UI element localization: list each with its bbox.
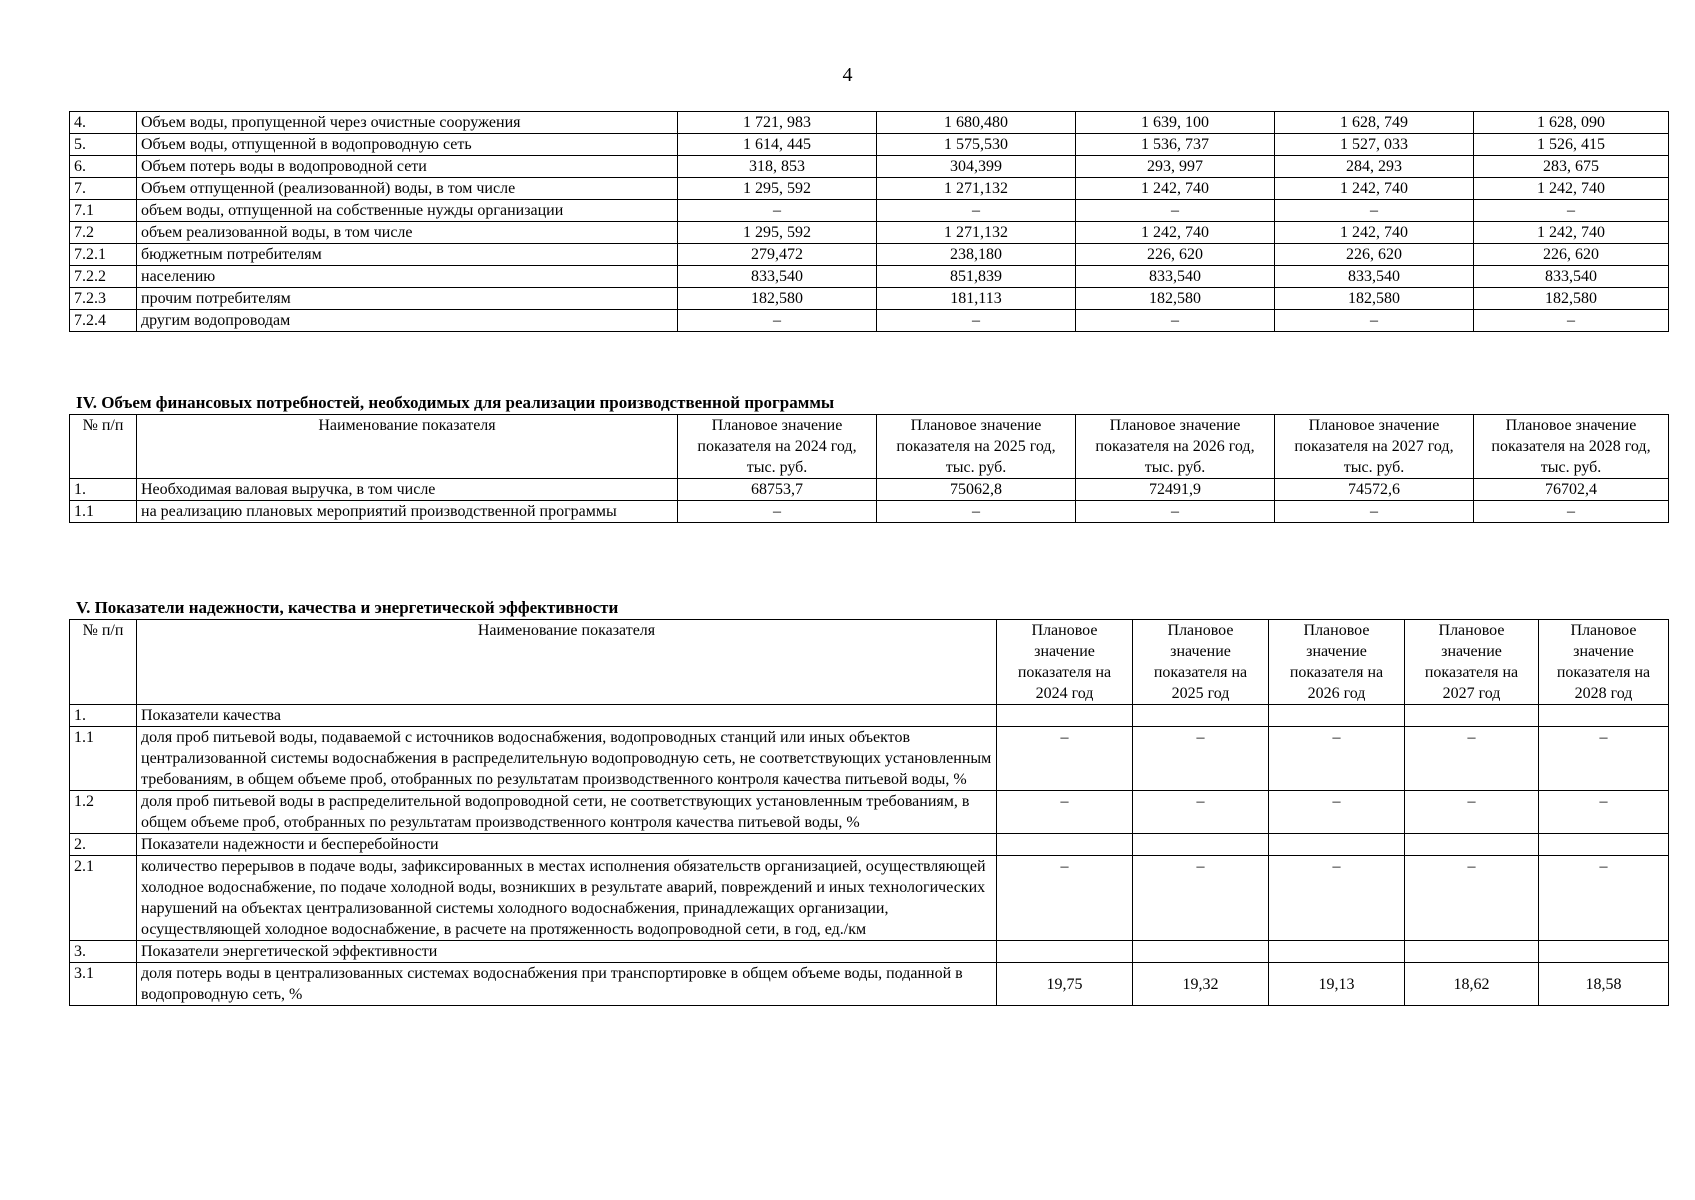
value-2025: 238,180 [877,244,1076,266]
table-row [70,156,1669,178]
value-2028: 18,58 [1539,963,1669,1006]
row-number: 2. [70,834,137,856]
value-2024 [997,705,1133,727]
value-2025 [1133,834,1269,856]
value-2024: – [678,310,877,332]
page-number: 4 [842,64,853,86]
value-2028: 1 242, 740 [1474,222,1669,244]
value-2027: 182,580 [1275,288,1474,310]
value-2027: – [1275,501,1474,523]
row-name: количество перерывов в подаче воды, зафиксированных в местах исполнения обязательств организацией, осуществляющей холодное водоснабжение, по подаче холодной воды, возникших в результате аварий, повреждений и иных технологических нарушений на объектах централизованной системы холодного водоснабжения, принадлежащих организации, осуществляющей холодное водоснабжение, в расчете на протяженность водопроводной сети, в год, ед./км [137,856,997,941]
value-2026: – [1076,501,1275,523]
table-row [70,288,1669,310]
table-header-row [70,415,1669,479]
value-2026: – [1269,727,1405,791]
value-2026: 1 639, 100 [1076,112,1275,134]
row-number: 2.1 [70,856,137,941]
value-2026: 1 536, 737 [1076,134,1275,156]
row-number: 1. [70,479,137,501]
value-2028: – [1539,791,1669,834]
row-number: 4. [70,112,137,134]
row-name: Объем отпущенной (реализованной) воды, в том числе [137,178,678,200]
row-name: на реализацию плановых мероприятий производственной программы [137,501,678,523]
value-2026: 1 242, 740 [1076,222,1275,244]
table-row [70,479,1669,501]
value-2024: 19,75 [997,963,1133,1006]
value-2025: 304,399 [877,156,1076,178]
table-row [70,200,1669,222]
row-number: 1. [70,705,137,727]
value-2027: 1 242, 740 [1275,222,1474,244]
value-2028: 283, 675 [1474,156,1669,178]
table-row [70,266,1669,288]
table-row [70,791,1669,834]
row-name: Показатели надежности и бесперебойности [137,834,997,856]
value-2025: 75062,8 [877,479,1076,501]
value-2025: 851,839 [877,266,1076,288]
value-2024: – [997,791,1133,834]
row-number: 7. [70,178,137,200]
value-2024: – [997,727,1133,791]
financial-needs-table [69,414,1669,523]
table-row [70,705,1669,727]
value-2025: – [877,200,1076,222]
row-number: 5. [70,134,137,156]
value-2025: 1 271,132 [877,178,1076,200]
value-2026: – [1076,200,1275,222]
value-2026 [1269,705,1405,727]
col-header-2024: Плановое значение показателя на 2024 год [997,620,1133,705]
value-2025: – [877,501,1076,523]
col-header-name: Наименование показателя [137,620,997,705]
value-2024: 182,580 [678,288,877,310]
value-2025: – [877,310,1076,332]
row-number: 7.2.4 [70,310,137,332]
table-row [70,178,1669,200]
value-2024: 1 614, 445 [678,134,877,156]
row-number: 7.2 [70,222,137,244]
section-5-title: V. Показатели надежности, качества и энергетической эффективности [76,598,619,617]
col-header-2027: Плановое значение показателя на 2027 год [1405,620,1539,705]
table-row [70,963,1669,1006]
reliability-quality-table [69,619,1669,1006]
value-2024: 318, 853 [678,156,877,178]
row-name: объем воды, отпущенной на собственные нужды организации [137,200,678,222]
col-header-2024: Плановое значение показателя на 2024 год, тыс. руб. [678,415,877,479]
row-number: 1.2 [70,791,137,834]
row-name: Объем потерь воды в водопроводной сети [137,156,678,178]
row-number: 3.1 [70,963,137,1006]
value-2027: 18,62 [1405,963,1539,1006]
row-name: объем реализованной воды, в том числе [137,222,678,244]
value-2026 [1269,834,1405,856]
col-header-2026: Плановое значение показателя на 2026 год, тыс. руб. [1076,415,1275,479]
value-2024: 833,540 [678,266,877,288]
value-2028: 226, 620 [1474,244,1669,266]
value-2026: – [1269,856,1405,941]
row-number: 3. [70,941,137,963]
value-2025: 19,32 [1133,963,1269,1006]
value-2025: – [1133,791,1269,834]
value-2024: 279,472 [678,244,877,266]
value-2026: 226, 620 [1076,244,1275,266]
row-name: Объем воды, пропущенной через очистные сооружения [137,112,678,134]
table-row [70,244,1669,266]
value-2027: 833,540 [1275,266,1474,288]
col-header-2027: Плановое значение показателя на 2027 год, тыс. руб. [1275,415,1474,479]
table-header-row [70,620,1669,705]
row-name: доля проб питьевой воды в распределительной водопроводной сети, не соответствующих установленным требованиям, в общем объеме проб, отобранных по результатам производственного контроля качества питьевой воды, % [137,791,997,834]
table-row [70,834,1669,856]
value-2026: 182,580 [1076,288,1275,310]
value-2025: 1 271,132 [877,222,1076,244]
col-header-2026: Плановое значение показателя на 2026 год [1269,620,1405,705]
value-2027: 284, 293 [1275,156,1474,178]
row-name: доля потерь воды в централизованных системах водоснабжения при транспортировке в общем объеме воды, поданной в водопроводную сеть, % [137,963,997,1006]
value-2027: 1 628, 749 [1275,112,1474,134]
value-2028: – [1474,310,1669,332]
row-number: 1.1 [70,727,137,791]
value-2027: 1 527, 033 [1275,134,1474,156]
value-2024: – [997,856,1133,941]
value-2027: – [1275,310,1474,332]
value-2026: – [1076,310,1275,332]
table-row [70,222,1669,244]
value-2027: – [1405,727,1539,791]
value-2027: – [1275,200,1474,222]
value-2028 [1539,705,1669,727]
row-number: 7.1 [70,200,137,222]
value-2028: 182,580 [1474,288,1669,310]
value-2028: 1 628, 090 [1474,112,1669,134]
table-row [70,134,1669,156]
table-row [70,310,1669,332]
col-header-2028: Плановое значение показателя на 2028 год, тыс. руб. [1474,415,1669,479]
value-2026: 833,540 [1076,266,1275,288]
value-2024: – [678,200,877,222]
value-2026: 293, 997 [1076,156,1275,178]
value-2028: 76702,4 [1474,479,1669,501]
value-2028 [1539,941,1669,963]
value-2028 [1539,834,1669,856]
value-2024 [997,834,1133,856]
table-row [70,856,1669,941]
value-2025: – [1133,727,1269,791]
value-2028: – [1474,501,1669,523]
value-2026: – [1269,791,1405,834]
row-name: Необходимая валовая выручка, в том числе [137,479,678,501]
value-2024: 1 295, 592 [678,222,877,244]
value-2028: – [1539,727,1669,791]
col-header-2028: Плановое значение показателя на 2028 год [1539,620,1669,705]
value-2025: 1 575,530 [877,134,1076,156]
value-2026 [1269,941,1405,963]
value-2024: 1 295, 592 [678,178,877,200]
value-2027 [1405,705,1539,727]
col-header-number: № п/п [70,620,137,705]
row-name: доля проб питьевой воды, подаваемой с источников водоснабжения, водопроводных станций или иных объектов централизованной системы водоснабжения в распределительную водопроводную сеть, не соответствующих установленным требованиям, в общем объеме проб, отобранных по результатам производственного контроля качества питьевой воды, % [137,727,997,791]
row-name: прочим потребителям [137,288,678,310]
row-name: Показатели качества [137,705,997,727]
value-2024: – [678,501,877,523]
value-2025 [1133,705,1269,727]
value-2026: 72491,9 [1076,479,1275,501]
col-header-name: Наименование показателя [137,415,678,479]
row-name: другим водопроводам [137,310,678,332]
row-name: Показатели энергетической эффективности [137,941,997,963]
value-2025: 1 680,480 [877,112,1076,134]
value-2027: 74572,6 [1275,479,1474,501]
value-2027: 1 242, 740 [1275,178,1474,200]
table-row [70,112,1669,134]
row-name: населению [137,266,678,288]
water-balance-table [69,111,1669,332]
table-row [70,501,1669,523]
value-2025: – [1133,856,1269,941]
row-number: 1.1 [70,501,137,523]
row-number: 7.2.2 [70,266,137,288]
value-2026: 19,13 [1269,963,1405,1006]
table-row [70,727,1669,791]
row-name: бюджетным потребителям [137,244,678,266]
value-2027 [1405,941,1539,963]
value-2027: – [1405,791,1539,834]
value-2024: 1 721, 983 [678,112,877,134]
row-number: 7.2.3 [70,288,137,310]
value-2026: 1 242, 740 [1076,178,1275,200]
row-name: Объем воды, отпущенной в водопроводную сеть [137,134,678,156]
table-row [70,941,1669,963]
value-2027: 226, 620 [1275,244,1474,266]
value-2028: – [1539,856,1669,941]
value-2028: 1 526, 415 [1474,134,1669,156]
section-4-title: IV. Объем финансовых потребностей, необходимых для реализации производственной программы [76,393,835,412]
value-2025: 181,113 [877,288,1076,310]
value-2024: 68753,7 [678,479,877,501]
row-number: 6. [70,156,137,178]
value-2028: – [1474,200,1669,222]
value-2024 [997,941,1133,963]
row-number: 7.2.1 [70,244,137,266]
value-2027 [1405,834,1539,856]
value-2025 [1133,941,1269,963]
value-2028: 1 242, 740 [1474,178,1669,200]
value-2028: 833,540 [1474,266,1669,288]
value-2027: – [1405,856,1539,941]
col-header-number: № п/п [70,415,137,479]
col-header-2025: Плановое значение показателя на 2025 год, тыс. руб. [877,415,1076,479]
col-header-2025: Плановое значение показателя на 2025 год [1133,620,1269,705]
